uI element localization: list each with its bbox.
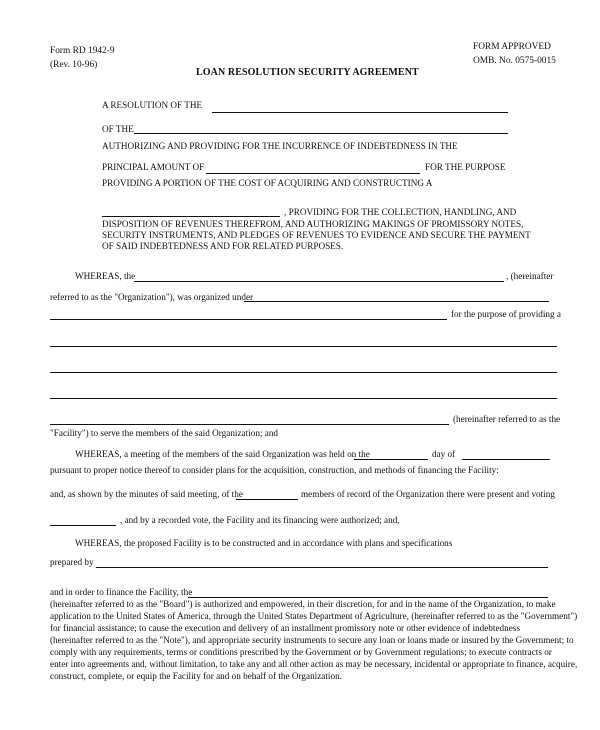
resolution-line-6: , PROVIDING FOR THE COLLECTION, HANDLING, AND <box>284 207 517 217</box>
prepared-by-line[interactable] <box>96 567 548 568</box>
resolution-line-4-suffix: FOR THE PURPOSE <box>425 162 506 172</box>
present-voting-line[interactable] <box>50 525 116 526</box>
purpose-line-1[interactable] <box>50 346 557 347</box>
facility-type-line[interactable] <box>102 216 280 217</box>
organization-name-field[interactable] <box>134 281 504 282</box>
whereas-1-organized: referred to as the "Organization"), was organized under <box>50 292 254 302</box>
whereas-3-line-1: (hereinafter referred to as the "Board") is authorized and empowered, in their discretion, for and in the name of the Organization, to make <box>50 599 556 609</box>
purpose-line-2[interactable] <box>50 372 557 373</box>
whereas-3-finance: and in order to finance the Facility, the <box>50 587 193 597</box>
page-title: LOAN RESOLUTION SECURITY AGREEMENT <box>196 67 419 78</box>
whereas-2-day-of: day of <box>432 449 456 459</box>
resolution-line-3: AUTHORIZING AND PROVIDING FOR THE INCURRENCE OF INDEBTEDNESS IN THE <box>102 141 458 151</box>
whereas-3-line-5: comply with any requirements, terms or conditions prescribed by the Government or by Government regulations; to execute contracts or <box>50 647 552 657</box>
meeting-day-line[interactable] <box>354 459 428 460</box>
whereas-3-line-4: (hereinafter referred to as the "Note"), and appropriate security instruments to secure any loan or loans made or insured by the Government; to <box>50 635 574 645</box>
resolution-line-9: OF SAID INDEBTEDNESS AND FOR RELATED PURPOSES. <box>102 241 344 251</box>
whereas-2-members: members of record of the Organization there were present and voting <box>301 489 555 499</box>
resolution-line-8: SECURITY INSTRUMENTS, AND PLEDGES OF REVENUES TO EVIDENCE AND SECURE THE PAYMENT <box>102 230 531 240</box>
governing-body-line[interactable] <box>134 133 508 134</box>
resolution-line-7: DISPOSITION OF REVENUES THEREFROM, AND AUTHORIZING MAKINGS OF PROMISSORY NOTES, <box>102 219 524 229</box>
meeting-month-line[interactable] <box>462 459 550 460</box>
whereas-3-prepared-by: prepared by <box>50 557 94 567</box>
statute-line[interactable] <box>50 319 447 320</box>
whereas-2-meeting: WHEREAS, a meeting of the members of the said Organization was held on the <box>75 449 370 459</box>
purpose-line-4[interactable] <box>50 424 449 425</box>
form-number: Form RD 1942-9 <box>50 46 115 56</box>
resolution-line-4-label: PRINCIPAL AMOUNT OF <box>102 162 205 172</box>
whereas-1-hereinafter: , (hereinafter <box>506 271 554 281</box>
whereas-2-notice: pursuant to proper notice thereof to consider plans for the acquisition, construction, and methods of financing the Facility: <box>50 465 499 475</box>
organized-under-line[interactable] <box>244 301 549 302</box>
whereas-2-vote: , and by a recorded vote, the Facility and its financing were authorized; and, <box>120 515 400 525</box>
whereas-1-facility: "Facility") to serve the members of the said Organization; and <box>50 428 279 438</box>
form-revision: (Rev. 10-96) <box>50 60 98 70</box>
purpose-line-3[interactable] <box>50 398 557 399</box>
whereas-3-line-6: enter into agreements and, without limitation, to take any and all other action as may be necessary, incidental or appropriate to finance, acquire, <box>50 659 578 669</box>
principal-amount-line[interactable] <box>206 173 420 174</box>
omb-number: OMB. No. 0575-0015 <box>473 56 556 66</box>
whereas-2-minutes: and, as shown by the minutes of said meeting, of the <box>50 489 243 499</box>
resolution-line-1: A RESOLUTION OF THE <box>102 100 203 110</box>
whereas-3-line-2: application to the United States of America, through the United States Department of Agriculture, (hereinafter referred to as the "Government") <box>50 611 578 621</box>
governing-board-line[interactable] <box>188 597 548 598</box>
whereas-3-line-7: construct, complete, or equip the Facility for and on behalf of the Organization. <box>50 671 342 681</box>
whereas-1-label: WHEREAS, the <box>75 271 136 281</box>
organization-name-line[interactable] <box>212 112 508 113</box>
resolution-line-2: OF THE <box>102 124 134 134</box>
whereas-1-purpose: for the purpose of providing a <box>451 309 561 319</box>
approval-status: FORM APPROVED <box>473 42 551 52</box>
members-count-line[interactable] <box>236 499 298 500</box>
resolution-line-5: PROVIDING A PORTION OF THE COST OF ACQUIRING AND CONSTRUCTING A <box>102 178 433 188</box>
whereas-1-facility-ref: (hereinafter referred to as the <box>453 414 561 424</box>
whereas-3-plans: WHEREAS, the proposed Facility is to be constructed and in accordance with plans and specifications <box>75 538 453 548</box>
whereas-3-line-3: for financial assistance; to cause the execution and delivery of an installment promissory note or other evidence of indebtedness <box>50 623 520 633</box>
